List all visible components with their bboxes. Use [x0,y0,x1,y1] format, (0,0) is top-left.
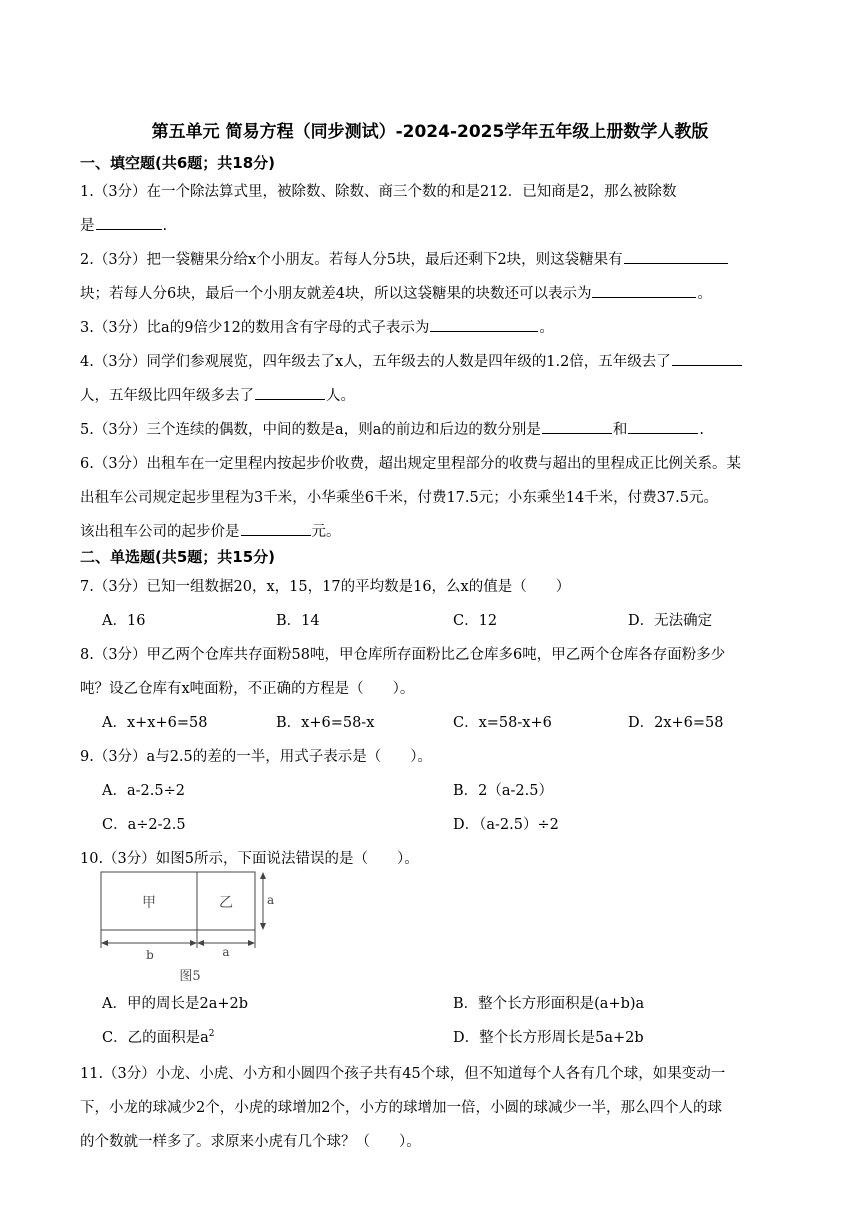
q2-text-3: 。 [697,286,712,302]
q5-text-3: . [699,422,704,438]
q3-text-2: 。 [539,320,554,336]
q4-text-2: 人，五年级比四年级多去了 [80,388,254,404]
q9-option-c[interactable]: C．a÷2-2.5 [102,817,186,833]
figure-label-jia: 甲 [142,895,156,911]
q5-answer-blank-2[interactable] [628,419,698,434]
arrow-up-icon [260,872,266,879]
q6-text-1: 该出租车公司的起步价是 [80,524,240,540]
q8-option-c[interactable]: C．x=58-x+6 [453,715,552,731]
q6-line-3 [80,520,341,541]
q10-option-c[interactable] [102,1026,214,1047]
q6-text-2: 元。 [311,524,341,540]
q8-option-b[interactable]: B．x+6=58-x [276,715,375,731]
q2-line-2 [80,282,712,303]
q3-line-1 [80,316,554,337]
q8-line-2: 吨？设乙仓库有x吨面粉，不正确的方程是（ ）。 [80,681,415,697]
q5-text-2: 和 [612,422,628,438]
q4-text-1: 4.（3分）同学们参观展览，四年级去了x人，五年级去的人数是四年级的1.2倍，五年级去了 [80,354,671,370]
figure-side-label: a [267,893,275,907]
q2-line-1 [80,248,729,269]
q2-answer-blank-1[interactable] [624,249,728,264]
arrow-left-icon [197,940,204,946]
q7-option-a[interactable]: A．16 [102,613,146,629]
q10-stem: 10.（3分）如图5所示，下面说法错误的是（ ）。 [80,851,419,867]
q9-option-a[interactable]: A．a-2.5÷2 [102,783,185,799]
q1-answer-blank[interactable] [96,215,162,230]
q7-option-b[interactable]: B．14 [276,613,320,629]
q6-answer-blank[interactable] [241,521,311,536]
q4-text-3: 人。 [326,388,355,404]
arrow-right-icon [190,940,197,946]
figure-bottom-right-label: a [222,945,230,959]
arrow-left-icon [101,940,108,946]
q4-line-2 [80,384,355,405]
q8-option-a[interactable]: A．x+x+6=58 [102,715,208,731]
rectangle-figure [96,866,276,986]
q1-line-2 [80,214,167,235]
figure-caption: 图5 [179,969,201,984]
q9-option-b[interactable]: B．2（a-2.5） [453,783,553,799]
q9-stem: 9.（3分）a与2.5的差的一半，用式子表示是（ ）。 [80,749,433,765]
q1-text-b: . [162,218,168,234]
q1-line-1: 1.（3分）在一个除法算式里，被除数、除数、商三个数的和是212．已知商是2，那么被除数 [80,184,677,200]
q1-text-a: 是 [80,218,95,234]
q10-option-b[interactable]: B．整个长方形面积是(a+b)a [453,996,645,1012]
section-fill-blank-heading: 一、填空题(共6题；共18分) [80,154,276,172]
q3-answer-blank[interactable] [430,317,538,332]
q10-option-c-superscript: 2 [208,1029,215,1040]
q8-option-d[interactable]: D．2x+6=58 [628,715,724,731]
q6-line-1: 6.（3分）出租车在一定里程内按起步价收费，超出规定里程部分的收费与超出的里程成正比例关系。某 [80,456,742,472]
q5-answer-blank-1[interactable] [542,419,612,434]
q2-answer-blank-2[interactable] [592,283,696,298]
q5-text-1: 5.（3分）三个连续的偶数，中间的数是a，则a的前边和后边的数分别是 [80,422,541,438]
q7-option-d[interactable]: D．无法确定 [628,613,713,629]
q7-stem: 7.（3分）已知一组数据20，x，15，17的平均数是16，么x的值是（ ） [80,579,571,595]
q7-option-c[interactable]: C．12 [453,613,498,629]
figure-label-yi: 乙 [219,895,233,911]
q4-line-1 [80,350,743,371]
q10-option-a[interactable]: A．甲的周长是2a+2b [102,996,248,1012]
q11-line-3: 的个数就一样多了。求原来小虎有几个球？（ ）。 [80,1134,421,1150]
q2-text-2: 块；若每人分6块，最后一个小朋友就差4块，所以这袋糖果的块数还可以表示为 [80,286,592,302]
q6-line-2: 出租车公司规定起步里程为3千米，小华乘坐6千米，付费17.5元；小东乘坐14千米，付费37.5元。 [80,490,718,506]
q10-option-c-text: C．乙的面积是a [102,1030,209,1046]
q8-line-1: 8.（3分）甲乙两个仓库共存面粉58吨，甲仓库所存面粉比乙仓库多6吨，甲乙两个仓库各存面粉多少 [80,647,726,663]
figure-bottom-left-label: b [146,948,154,962]
page-title: 第五单元 简易方程（同步测试）-2024-2025学年五年级上册数学人教版 [151,122,709,142]
q4-answer-blank-2[interactable] [255,385,325,400]
q11-line-2: 下，小龙的球减少2个，小虎的球增加2个，小方的球增加一倍，小圆的球减少一半，那么四个人的球 [80,1100,722,1116]
arrow-down-icon [260,923,266,930]
q5-line-1 [80,418,704,439]
q2-text-1: 2.（3分）把一袋糖果分给x个小朋友。若每人分5块，最后还剩下2块，则这袋糖果有 [80,252,623,268]
q10-option-d[interactable]: D．整个长方形周长是5a+2b [453,1030,644,1046]
q9-option-d[interactable]: D．（a-2.5）÷2 [453,817,559,833]
q4-answer-blank-1[interactable] [672,351,742,366]
section-single-choice-heading: 二、单选题(共5题；共15分) [80,548,276,566]
q3-text-1: 3.（3分）比a的9倍少12的数用含有字母的式子表示为 [80,320,430,336]
arrow-right-icon [248,940,255,946]
q11-line-1: 11.（3分）小龙、小虎、小方和小圆四个孩子共有45个球，但不知道每个人各有几个球，如果变动一 [80,1066,726,1082]
